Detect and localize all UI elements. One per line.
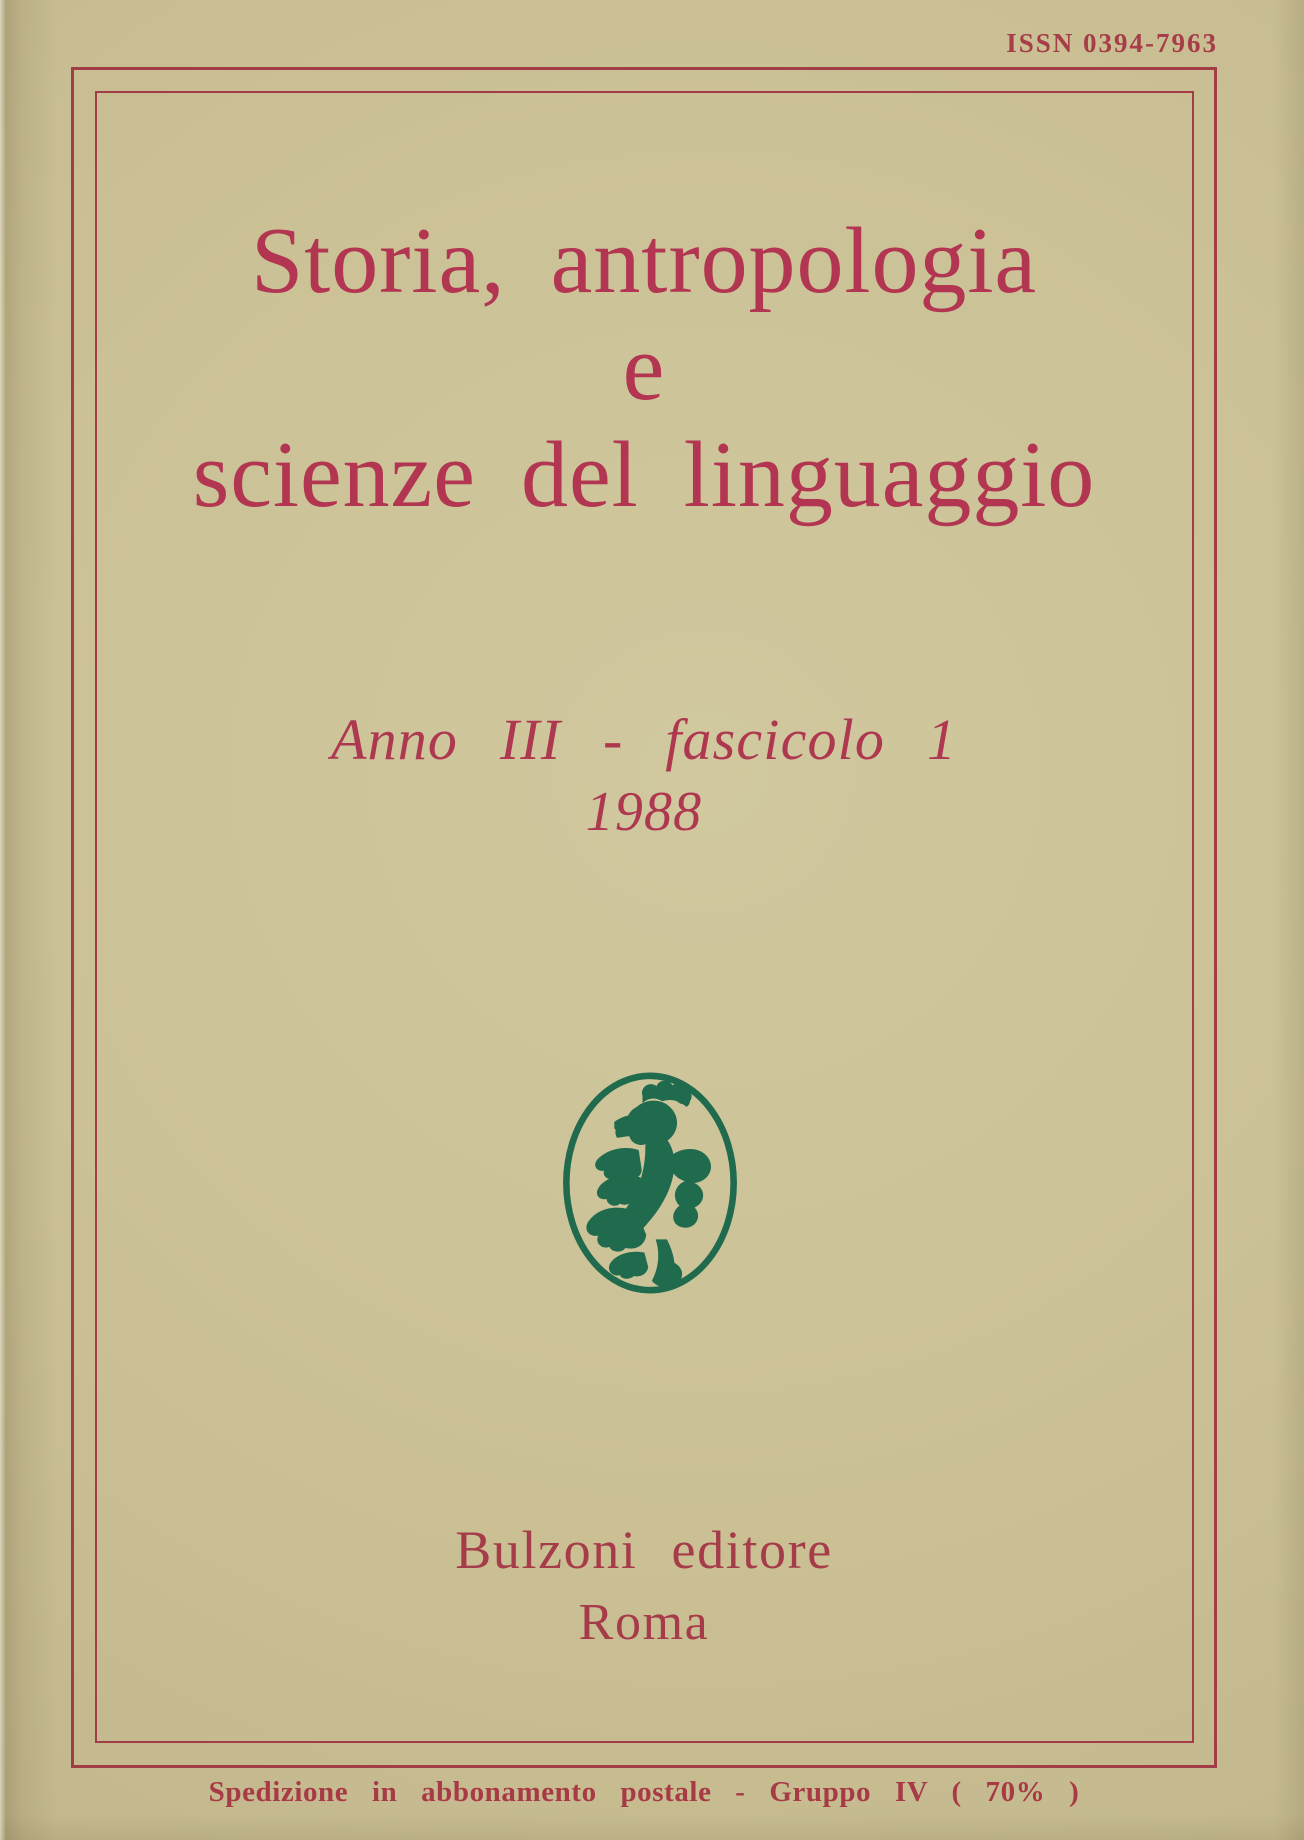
issn-label: ISSN 0394-7963	[1006, 28, 1218, 58]
title-line-3: scienze del linguaggio	[192, 423, 1096, 527]
issue-year: 1988	[585, 781, 703, 843]
mailing-note: Spedizione in abbonamento postale - Gruppo IV ( 70% )	[208, 1776, 1080, 1808]
issue-line: Anno III - fascicolo 1	[330, 707, 957, 772]
journal-title	[74, 208, 1214, 529]
lion-emblem-icon	[556, 1064, 744, 1302]
publisher-city: Roma	[578, 1594, 710, 1651]
publisher-block	[74, 1512, 1214, 1658]
issue-info	[74, 700, 1214, 844]
title-line-2: e	[622, 316, 666, 420]
publisher-name: Bulzoni editore	[455, 1520, 833, 1580]
title-line-1: Storia, antropologia	[250, 209, 1038, 313]
